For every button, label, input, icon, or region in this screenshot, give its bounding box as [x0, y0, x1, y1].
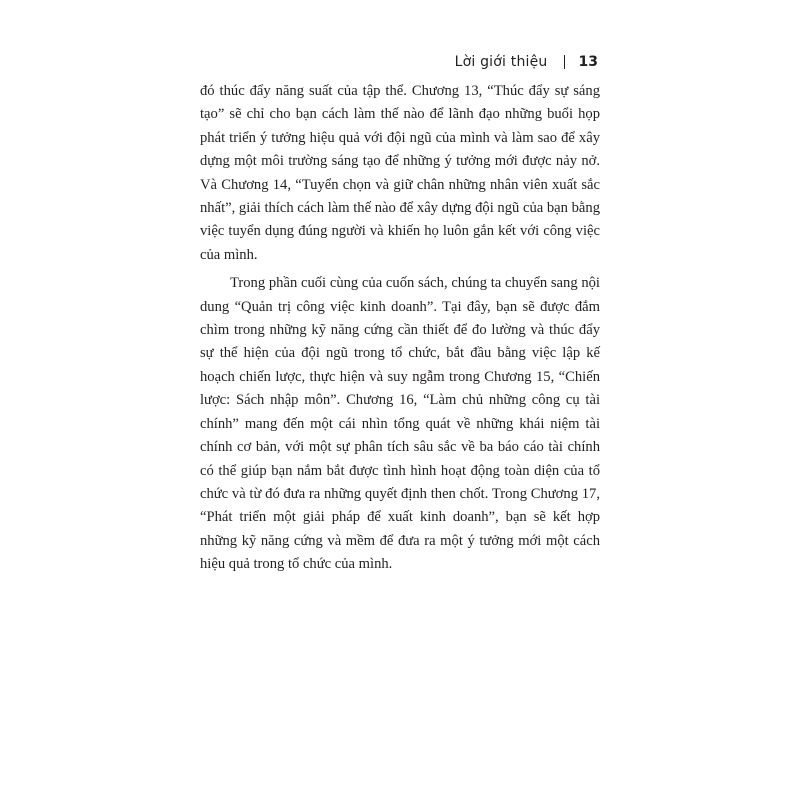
- paragraph: Trong phần cuối cùng của cuốn sách, chúng ta chuyển sang nội dung “Quản trị công việc kinh doanh”. Tại đây, bạn sẽ được đắm chìm trong những kỹ năng cứng cần thiết để đo lường và thúc đẩy sự thể hiện của đội ngũ trong tổ chức, bắt đầu bằng việc lập kế hoạch chiến lược, thực hiện và suy ngẫm trong Chương 15, “Chiến lược: Sách nhập môn”. Chương 16, “Làm chủ những công cụ tài chính” mang đến một cái nhìn tổng quát về những khái niệm tài chính cơ bản, với một sự phân tích sâu sắc về ba báo cáo tài chính có thể giúp bạn nắm bắt được tình hình hoạt động toàn diện của tổ chức và từ đó đưa ra những quyết định then chốt. Trong Chương 17, “Phát triển một giải pháp để xuất kinh doanh”, bạn sẽ kết hợp những kỹ năng cứng và mềm để đưa ra một ý tưởng mới một cách hiệu quả trong tổ chức của mình.: [200, 275, 600, 573]
- header-divider: [564, 55, 565, 69]
- page-number: 13: [578, 54, 598, 70]
- paragraph: đó thúc đẩy năng suất của tập thể. Chương 13, “Thúc đẩy sự sáng tạo” sẽ chỉ cho bạn cách làm thế nào để lãnh đạo những buổi họp phát triển ý tưởng hiệu quả với đội ngũ của mình và làm sao để xây dựng một môi trường sáng tạo để những ý tưởng mới được nảy nở. Và Chương 14, “Tuyển chọn và giữ chân những nhân viên xuất sắc nhất”, giải thích cách làm thế nào để xây dựng đội ngũ của bạn bằng việc tuyển dụng đúng người và khiến họ luôn gắn kết với công việc của mình.: [200, 83, 600, 263]
- body-text: [200, 80, 600, 577]
- running-header: [200, 52, 600, 72]
- chapter-title: Lời giới thiệu: [454, 54, 548, 70]
